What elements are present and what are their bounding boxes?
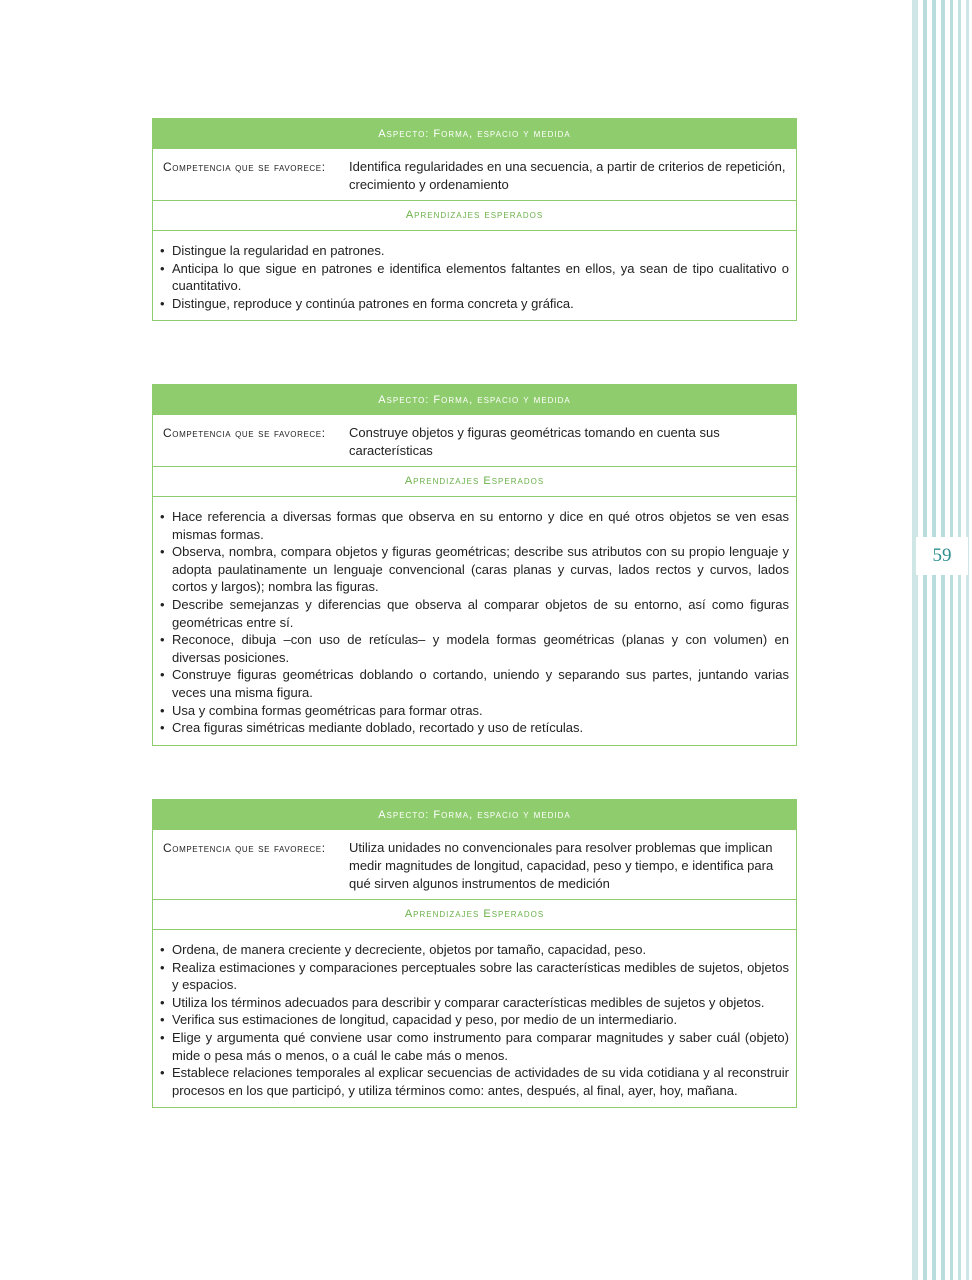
expected-learning-heading: Aprendizajes esperados — [153, 201, 796, 231]
list-item: • Verifica sus estimaciones de longitud, capacidad y peso, por medio de un intermediario. — [160, 1011, 789, 1029]
list-item: • Reconoce, dibuja –con uso de retículas– y modela formas geométricas (planas y con volumen) en diversas posiciones. — [160, 631, 789, 666]
list-item: • Utiliza los términos adecuados para describir y comparar características medibles de sujetos y objetos. — [160, 994, 789, 1012]
list-item: • Anticipa lo que sigue en patrones e identifica elementos faltantes en ellos, ya sean de tipo cualitativo o cuantitativo. — [160, 260, 789, 295]
list-item: • Usa y combina formas geométricas para formar otras. — [160, 702, 789, 720]
list-item: • Observa, nombra, compara objetos y figuras geométricas; describe sus atributos con su propio lenguaje y adopta paulatinamente un lenguaje convencional (caras planas y curvas, lados rectos y curvos, lados cortos y largos); nombra las figuras. — [160, 543, 789, 596]
competency-text: Identifica regularidades en una secuencia, a partir de criterios de repetición, crecimiento y ordenamiento — [349, 159, 786, 192]
list-item: • Crea figuras simétricas mediante doblado, recortado y uso de retículas. — [160, 719, 789, 737]
expected-learning-list — [153, 497, 796, 745]
competency-text: Utiliza unidades no convencionales para resolver problemas que implican medir magnitudes de longitud, capacidad, peso y tiempo, e identifica para qué sirven algunos instrumentos de medición — [349, 840, 774, 891]
stripe — [932, 0, 936, 1280]
stripe — [966, 0, 969, 1280]
list-item: • Establece relaciones temporales al explicar secuencias de actividades de su vida cotidiana y al reconstruir procesos en los que participó, y utiliza términos como: antes, después, al final, ayer, hoy, mañana. — [160, 1064, 789, 1099]
competency-label: Competencia que se favorece: — [163, 426, 326, 440]
list-item: • Distingue la regularidad en patrones. — [160, 242, 789, 260]
aspect-header: Aspecto: Forma, espacio y medida — [153, 119, 796, 149]
learning-box-3 — [152, 799, 797, 1108]
competency-row — [153, 415, 796, 467]
expected-learning-heading: Aprendizajes Esperados — [153, 900, 796, 930]
page-number: 59 — [916, 537, 968, 575]
competency-row — [153, 149, 796, 201]
learning-box-1 — [152, 118, 797, 321]
competency-label: Competencia que se favorece: — [163, 160, 326, 174]
list-item: • Distingue, reproduce y continúa patrones en forma concreta y gráfica. — [160, 295, 789, 313]
competency-label: Competencia que se favorece: — [163, 841, 326, 855]
list-item: • Describe semejanzas y diferencias que observa al comparar objetos de su entorno, así como figuras geométricas entre sí. — [160, 596, 789, 631]
stripe — [923, 0, 927, 1280]
learning-box-2 — [152, 384, 797, 746]
list-item: • Construye figuras geométricas doblando o cortando, uniendo y separando sus partes, juntando varias veces una misma figura. — [160, 666, 789, 701]
stripe — [941, 0, 945, 1280]
aspect-header: Aspecto: Forma, espacio y medida — [153, 800, 796, 830]
list-item: • Ordena, de manera creciente y decreciente, objetos por tamaño, capacidad, peso. — [160, 941, 789, 959]
competency-row — [153, 830, 796, 900]
expected-learning-heading: Aprendizajes Esperados — [153, 467, 796, 497]
stripe — [958, 0, 961, 1280]
stripe — [912, 0, 918, 1280]
list-item: • Hace referencia a diversas formas que observa en su entorno y dice en qué otros objetos se ven esas mismas formas. — [160, 508, 789, 543]
competency-text: Construye objetos y figuras geométricas tomando en cuenta sus características — [349, 425, 720, 458]
aspect-header: Aspecto: Forma, espacio y medida — [153, 385, 796, 415]
list-item: • Elige y argumenta qué conviene usar como instrumento para comparar magnitudes y saber cuál (objeto) mide o pesa más o menos, o a cuál le cabe más o menos. — [160, 1029, 789, 1064]
margin-stripes — [912, 0, 972, 1280]
expected-learning-list — [153, 930, 796, 1107]
stripe — [950, 0, 953, 1280]
list-item: • Realiza estimaciones y comparaciones perceptuales sobre las características medibles de sujetos, objetos y espacios. — [160, 959, 789, 994]
expected-learning-list — [153, 231, 796, 320]
